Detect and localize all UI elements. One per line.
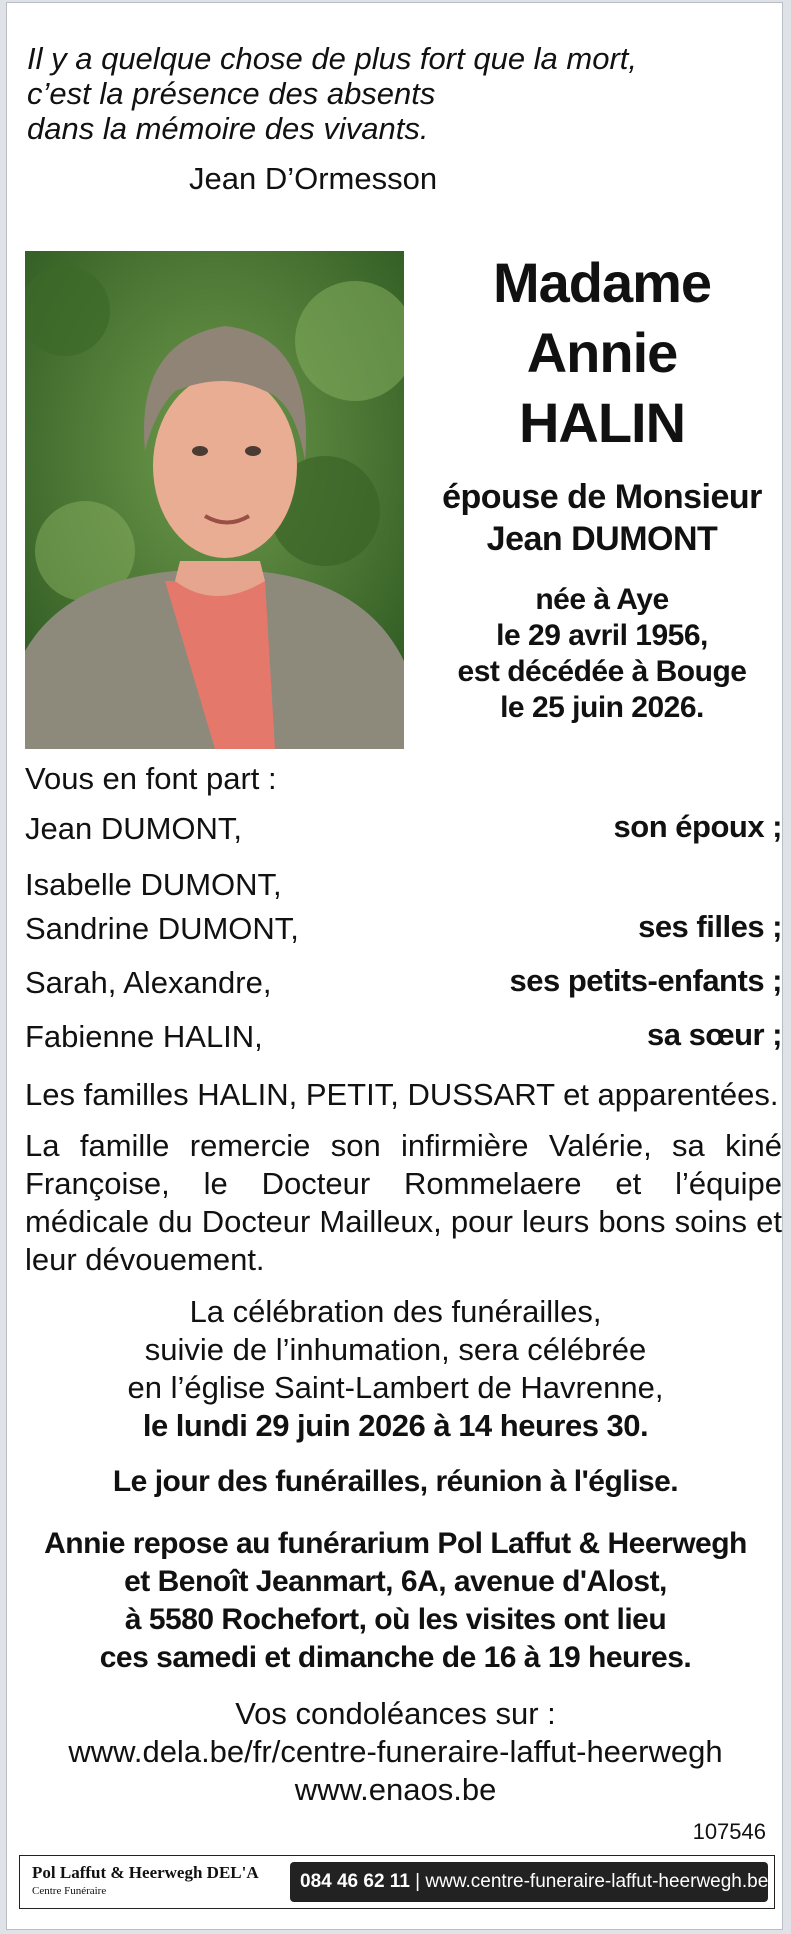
ceremony-date: le lundi 29 juin 2026 à 14 heures 30.	[142, 1408, 649, 1443]
condolences-label: Vos condoléances sur :	[235, 1696, 556, 1731]
condolences-block	[7, 1695, 784, 1809]
condolences-link[interactable]: www.enaos.be	[294, 1772, 497, 1807]
relative-role: ses petits-enfants ;	[509, 963, 782, 998]
relative-row	[25, 863, 782, 951]
ceremony-line: suivie de l’inhumation, sera célébrée	[144, 1332, 647, 1367]
relative-name: Sarah, Alexandre,	[25, 965, 272, 1000]
relative-row	[25, 1015, 782, 1059]
birth-death-info	[409, 582, 791, 726]
quote-line: dans la mémoire des vivants.	[27, 111, 429, 146]
quote	[27, 41, 767, 146]
funerarium-line: à 5580 Rochefort, où les visites ont lieu	[124, 1603, 667, 1636]
death-line: est décédée à Bouge	[457, 655, 747, 688]
relatives-list	[25, 807, 782, 1059]
portrait-illustration	[25, 251, 404, 749]
deceased-last-name: HALIN	[518, 391, 686, 454]
reference-number: 107546	[692, 1819, 766, 1844]
funeral-home-footer	[19, 1855, 775, 1909]
ceremony-info	[7, 1293, 784, 1445]
relative-row	[25, 807, 782, 851]
relative-role: sa sœur ;	[646, 1017, 782, 1052]
quote-line: Il y a quelque chose de plus fort que la mort,	[27, 41, 638, 76]
ceremony-line: La célébration des funérailles,	[189, 1294, 602, 1329]
announce-heading: Vous en font part :	[25, 761, 277, 796]
phone-number[interactable]: 084 46 62 11	[300, 1871, 410, 1892]
condolences-link[interactable]: www.dela.be/fr/centre-funeraire-laffut-heerwegh	[68, 1734, 723, 1769]
relative-name: Sandrine DUMONT,	[25, 911, 299, 946]
logo-name: Pol Laffut & Heerwegh DEL'A	[32, 1863, 259, 1882]
ceremony-line: en l’église Saint-Lambert de Havrenne,	[127, 1370, 664, 1405]
spouse-line: épouse de Monsieur	[442, 478, 762, 516]
obituary-card	[6, 2, 783, 1930]
funerarium-line: ces samedi et dimanche de 16 à 19 heures.	[99, 1641, 692, 1674]
logo-subtitle: Centre Funéraire	[32, 1885, 107, 1897]
separator: |	[409, 1871, 426, 1892]
funerarium-line: Annie repose au funérarium Pol Laffut & Heerwegh	[44, 1527, 747, 1560]
website-link[interactable]: www.centre-funeraire-laffut-heerwegh.be	[425, 1871, 769, 1892]
spouse-line: Jean DUMONT	[486, 520, 718, 558]
funeral-home-logo	[32, 1862, 259, 1898]
relative-name: Isabelle DUMONT,	[25, 867, 282, 902]
relative-role: son époux ;	[613, 809, 782, 844]
relative-name: Fabienne HALIN,	[25, 1019, 263, 1054]
birth-line: le 29 avril 1956,	[496, 619, 708, 652]
portrait-photo	[25, 251, 404, 749]
relative-row	[25, 961, 782, 1005]
contact-bar	[290, 1862, 768, 1902]
thanks-paragraph: La famille remercie son infirmière Valérie, sa kiné Françoise, le Docteur Rommelaere et l’équipe médicale du Docteur Mailleux, pour leurs bons soins et leur dévouement.	[25, 1128, 782, 1277]
quote-line: c’est la présence des absents	[27, 76, 436, 111]
death-line: le 25 juin 2026.	[500, 691, 704, 724]
relative-role: ses filles ;	[638, 909, 782, 944]
funerarium-info	[7, 1525, 784, 1677]
families-line: Les familles HALIN, PETIT, DUSSART et apparentées.	[25, 1077, 779, 1112]
gathering-note: Le jour des funérailles, réunion à l'église.	[112, 1465, 679, 1498]
relative-name: Jean DUMONT,	[25, 811, 243, 846]
funerarium-line: et Benoît Jeanmart, 6A, avenue d'Alost,	[124, 1565, 667, 1598]
birth-line: née à Aye	[535, 583, 669, 616]
deceased-block	[409, 248, 791, 726]
deceased-honorific: Madame	[492, 251, 712, 314]
spouse-info	[409, 476, 791, 560]
quote-author: Jean D’Ormesson	[189, 161, 438, 196]
deceased-first-name: Annie	[526, 321, 678, 384]
